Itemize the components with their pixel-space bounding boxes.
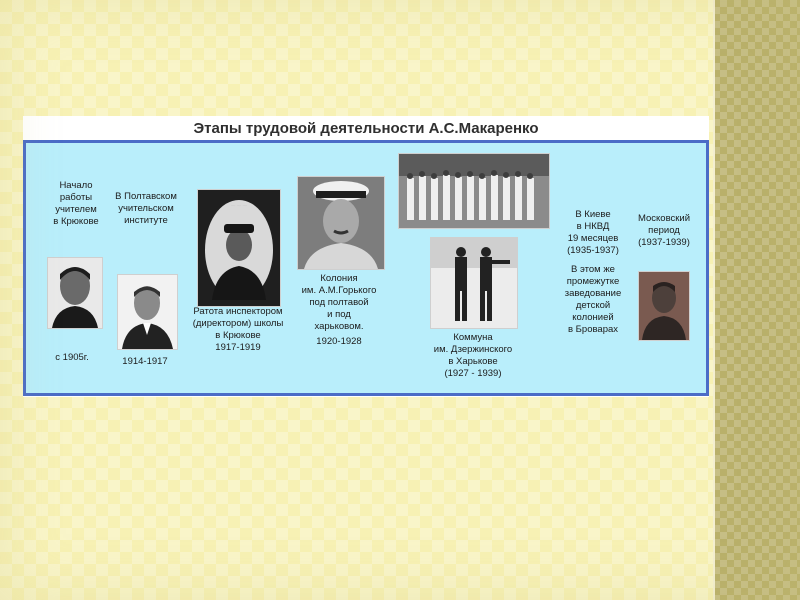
caption-line: в Крюкове <box>215 330 261 341</box>
commune-marching-boys-image <box>398 153 550 229</box>
stage-6-bovary-caption <box>556 264 630 336</box>
caption-line: Колония <box>320 273 358 284</box>
caption-line: 19 месяцев <box>567 233 619 244</box>
caption-line: промежутке <box>566 276 620 287</box>
caption-line: (1927 - 1939) <box>444 368 502 379</box>
stage-1-years: с 1905г. <box>55 352 89 363</box>
stage-3-caption <box>185 306 291 354</box>
caption-line: учителем <box>55 204 97 215</box>
stage-2-years: 1914-1917 <box>122 356 168 367</box>
caption-line: в Крюкове <box>53 216 99 227</box>
caption-line: учительском <box>118 203 174 214</box>
stage-1-caption <box>48 180 104 228</box>
caption-line: (директором) школы <box>192 318 284 329</box>
decorative-side-band <box>713 0 800 600</box>
caption-line: (1937-1939) <box>638 237 690 248</box>
caption-line: в Броварах <box>567 324 619 335</box>
stage-6-caption <box>558 209 628 257</box>
caption-line: В Киеве <box>575 209 611 220</box>
caption-line: период <box>648 225 680 236</box>
stage-4-caption <box>288 273 390 333</box>
portrait-poltava-student-image <box>117 274 178 350</box>
caption-line: заведование <box>564 288 622 299</box>
caption-line: В Полтавском <box>115 191 177 202</box>
caption-line: Ратота инспектором <box>193 306 283 317</box>
caption-line: им. Дзержинского <box>433 344 513 355</box>
caption-line: работы <box>59 192 93 203</box>
caption-line: харьковом. <box>314 321 364 332</box>
stage-7-caption <box>629 213 699 249</box>
timeline-panel <box>23 140 709 396</box>
caption-line: В этом же <box>571 264 615 275</box>
caption-line: им. А.М.Горького <box>301 285 377 296</box>
portrait-moscow-period-image <box>638 271 690 341</box>
caption-line: Московский <box>637 213 691 224</box>
stage-4-years: 1920-1928 <box>316 336 362 347</box>
portrait-krukovo-teacher-image <box>47 257 103 329</box>
caption-line: Коммуна <box>453 332 493 343</box>
caption-line: под полтавой <box>309 297 369 308</box>
caption-line: Начало <box>59 180 93 191</box>
caption-line: в НКВД <box>576 221 610 232</box>
caption-line: институте <box>124 215 168 226</box>
caption-line: 1917-1919 <box>215 342 261 353</box>
stage-2-caption <box>106 191 186 227</box>
caption-line: колонией <box>572 312 614 323</box>
portrait-school-inspector-image <box>197 189 281 307</box>
svg-text:~~~: ~~~ <box>230 202 248 210</box>
caption-line: и под <box>327 309 351 320</box>
portrait-gorky-colony-image <box>297 176 385 270</box>
caption-line: (1935-1937) <box>567 245 619 256</box>
figure-title: Этапы трудовой деятельности А.С.Макаренко <box>193 120 539 137</box>
timeline-figure <box>23 116 709 397</box>
caption-line: в Харькове <box>448 356 498 367</box>
commune-two-men-walking-image <box>430 237 518 329</box>
caption-line: детской <box>575 300 611 311</box>
stage-5-caption <box>418 332 528 380</box>
